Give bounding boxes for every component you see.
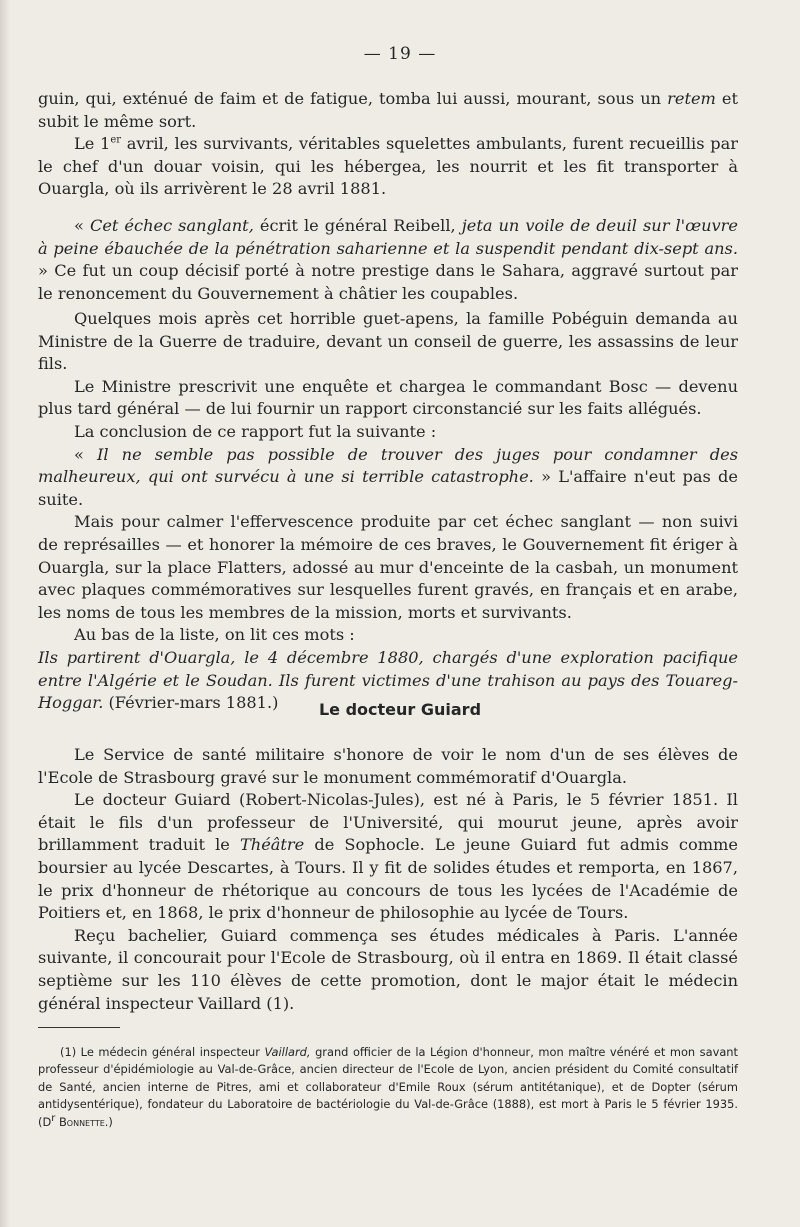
paragraph: La conclusion de ce rapport fut la suivante : (74, 421, 437, 441)
paragraph: guin, qui, exténué de faim et de fatigue, tomba lui aussi, mourant, sous un retem et subit le même sort. (38, 89, 738, 131)
paragraph: Reçu bachelier, Guiard commença ses études médicales à Paris. L'année suivante, il concourait pour l'Ecole de Strasbourg, où il entra en 1869. Il était classé septième sur les 110 élèves de cette promotion, dont le major était le médecin général inspecteur Vaillard (1). (38, 925, 738, 1013)
paragraph: Mais pour calmer l'effervescence produite par cet échec sanglant — non suivi de représailles — et honorer la mémoire de ces braves, le Gouvernement fit ériger à Ouargla, sur la place Flatters, adossé au mur d'enceinte de la casbah, un monument avec plaques commémoratives sur lesquelles furent gravés, en français et en arabe, les noms de tous les membres de la mission, morts et survivants. (38, 512, 738, 622)
paragraph-quote: « Il ne semble pas possible de trouver des juges pour condamner des malheureux, qui ont survécu à une si terrible catastrophe. » L'affaire n'eut pas de suite. (38, 444, 738, 509)
paragraph: Le docteur Guiard (Robert-Nicolas-Jules), est né à Paris, le 5 février 1851. Il était le fils d'un professeur de l'Université, qui mourut jeune, après avoir brillamment traduit le Théâtre de Sophocle. Le jeune Guiard fut admis comme boursier au lycée Descartes, à Tours. Il y fit de solides études et remporta, en 1867, le prix d'honneur de rhétorique au concours de tous les lycées de l'Académie de Poitiers et, en 1868, le prix d'honneur de philosophie au lycée de Tours. (38, 790, 738, 923)
footnote-text: (1) Le médecin général inspecteur Vaillard, grand officier de la Légion d'honneur, mon maître vénéré et mon savant professeur d'épidémiologie au Val-de-Grâce, ancien directeur de l'Ecole de Lyon, ancien président du Comité consultatif de Santé, ancien interne de Pitres, ami et collaborateur d'Emile Roux (sérum antitétanique), et de Dopter (sérum antidysentérique), fondateur du Laboratoire de bactériologie du Val-de-Grâce (1888), est mort à Paris le 5 février 1935. ($D^r$ Bonnette.) (38, 1045, 738, 1129)
paragraph: Le Ministre prescrivit une enquête et chargea le commandant Bosc — devenu plus tard général — de lui fournir un rapport circonstancié sur les faits allégués. (38, 376, 738, 419)
page-number: — 19 — (363, 44, 437, 64)
text-block-intro (38, 88, 738, 305)
footnote-divider (38, 1027, 120, 1028)
paragraph-inscription: Ils partirent d'Ouargla, le 4 décembre 1880, chargés d'une exploration pacifique entre l'Algérie et le Soudan. Ils furent victimes d'une trahison au pays des Touareg-Hoggar. (Février-mars 1881.) (38, 647, 738, 713)
paragraph: Le Service de santé militaire s'honore de voir le nom d'un de ses élèves de l'Ecole de Strasbourg gravé sur le monument commémoratif d'Ouargla. (38, 745, 738, 787)
paragraph: Le 1er avril, les survivants, véritables squelettes ambulants, furent recueillis par le chef d'un douar voisin, qui les hébergea, les nourrit et les fit transporter à Ouargla, où ils arrivèrent le 28 avril 1881. (38, 134, 739, 199)
text-block-aftermath (38, 308, 738, 715)
section-heading: Le docteur Guiard (318, 700, 482, 719)
paragraph: Quelques mois après cet horrible guet-apens, la famille Pobéguin demanda au Ministre de la Guerre de traduire, devant un conseil de guerre, les assassins de leur fils. (38, 309, 738, 374)
text-block-guiard (38, 744, 738, 1015)
page-binding-edge (0, 0, 10, 1227)
paragraph-quote: « Cet échec sanglant, écrit le général Reibell, jeta un voile de deuil sur l'œuvre à peine ébauchée de la pénétration saharienne et la suspendit pendant dix-sept ans. » Ce fut un coup décisif porté à notre prestige dans le Sahara, aggravé surtout par le renoncement du Gouvernement à châtier les coupables. (38, 215, 738, 303)
paragraph: Au bas de la liste, on lit ces mots : (74, 625, 355, 645)
footnote (38, 1044, 738, 1131)
